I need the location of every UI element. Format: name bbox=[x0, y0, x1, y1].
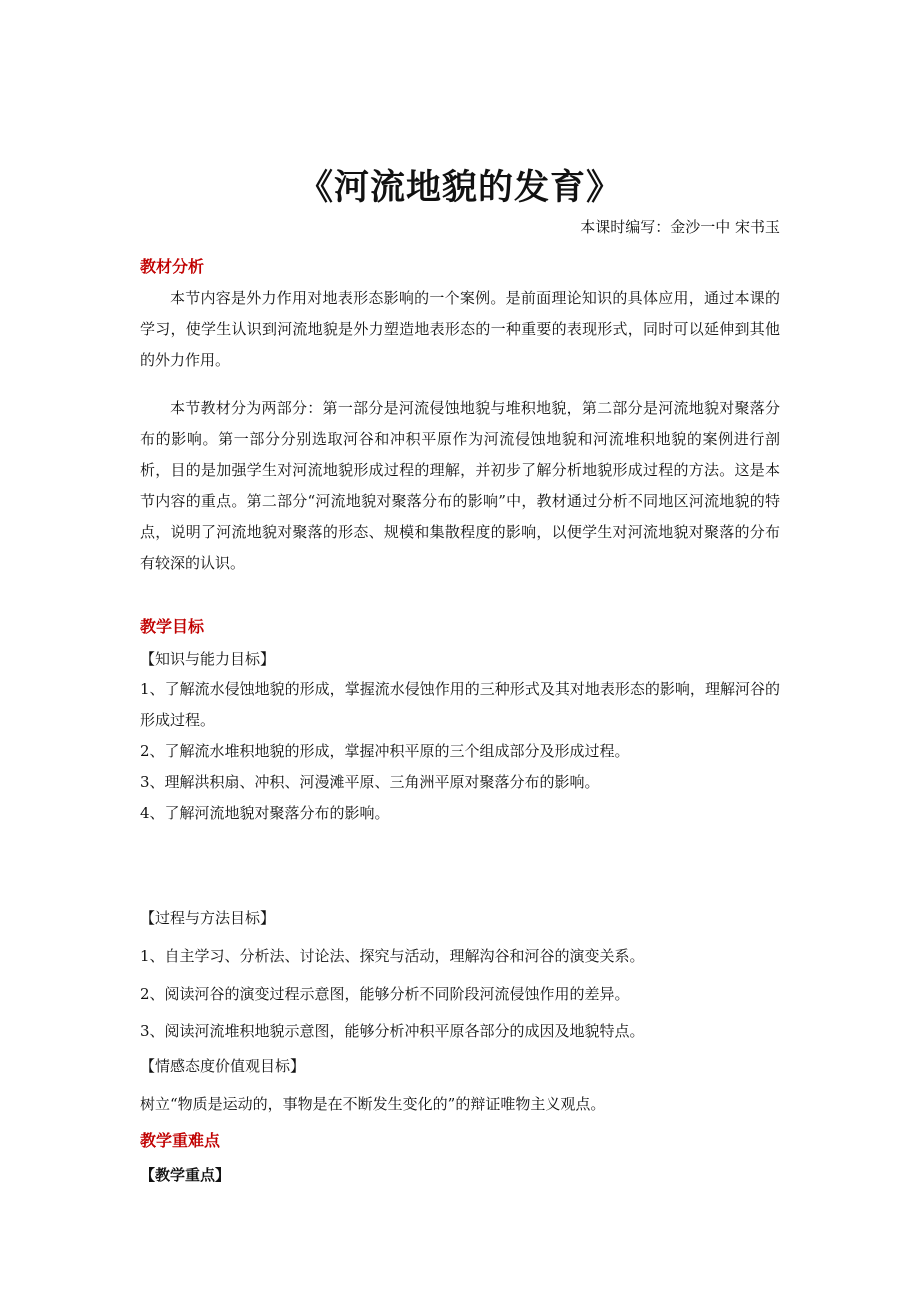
process-goal-1: 1、自主学习、分析法、讨论法、探究与活动，理解沟谷和河谷的演变关系。 bbox=[140, 947, 645, 965]
process-goal-2: 2、阅读河谷的演变过程示意图，能够分析不同阶段河流侵蚀作用的差异。 bbox=[140, 985, 630, 1003]
emotion-goals-label: 【情感态度价值观目标】 bbox=[140, 1057, 306, 1075]
heading-keypoints: 教学重难点 bbox=[140, 1131, 221, 1150]
knowledge-goals-label: 【知识与能力目标】 bbox=[140, 650, 276, 668]
heading-goals: 教学目标 bbox=[140, 617, 205, 636]
knowledge-goal-2: 2、了解流水堆积地貌的形成，掌握冲积平原的三个组成部分及形成过程。 bbox=[140, 742, 630, 760]
analysis-paragraph-1: 本节内容是外力作用对地表形态影响的一个案例。是前面理论知识的具体应用，通过本课的学习，使学生认识到河流地貌是外力塑造地表形态的一种重要的表现形式，同时可以延伸到其他的外力作用。 bbox=[140, 289, 780, 369]
heading-analysis: 教材分析 bbox=[140, 257, 205, 276]
process-goal-3: 3、阅读河流堆积地貌示意图，能够分析冲积平原各部分的成因及地貌特点。 bbox=[140, 1022, 645, 1040]
key-points-label: 【教学重点】 bbox=[140, 1166, 231, 1184]
author-line: 本课时编写：金沙一中 宋书玉 bbox=[580, 218, 780, 236]
process-goals-label: 【过程与方法目标】 bbox=[140, 909, 276, 927]
knowledge-goal-1: 1、了解流水侵蚀地貌的形成，掌握流水侵蚀作用的三种形式及其对地表形态的影响，理解河谷的形成过程。 bbox=[140, 680, 780, 729]
emotion-goal-1: 树立“物质是运动的，事物是在不断发生变化的”的辩证唯物主义观点。 bbox=[140, 1095, 606, 1113]
knowledge-goal-4: 4、了解河流地貌对聚落分布的影响。 bbox=[140, 804, 390, 822]
knowledge-goal-3: 3、理解洪积扇、冲积、河漫滩平原、三角洲平原对聚落分布的影响。 bbox=[140, 773, 600, 791]
document-title: 《河流地貌的发育》 bbox=[297, 168, 622, 208]
analysis-paragraph-2: 本节教材分为两部分：第一部分是河流侵蚀地貌与堆积地貌，第二部分是河流地貌对聚落分布的影响。第一部分分别选取河谷和冲积平原作为河流侵蚀地貌和河流堆积地貌的案例进行剖析，目的是加强学生对河流地貌形成过程的理解，并初步了解分析地貌形成过程的方法。这是本节内容的重点。第二部分“河流地貌对聚落分布的影响”中，教材通过分析不同地区河流地貌的特点，说明了河流地貌对聚落的形态、规模和集散程度的影响，以便学生对河流地貌对聚落的分布有较深的认识。 bbox=[140, 399, 780, 572]
